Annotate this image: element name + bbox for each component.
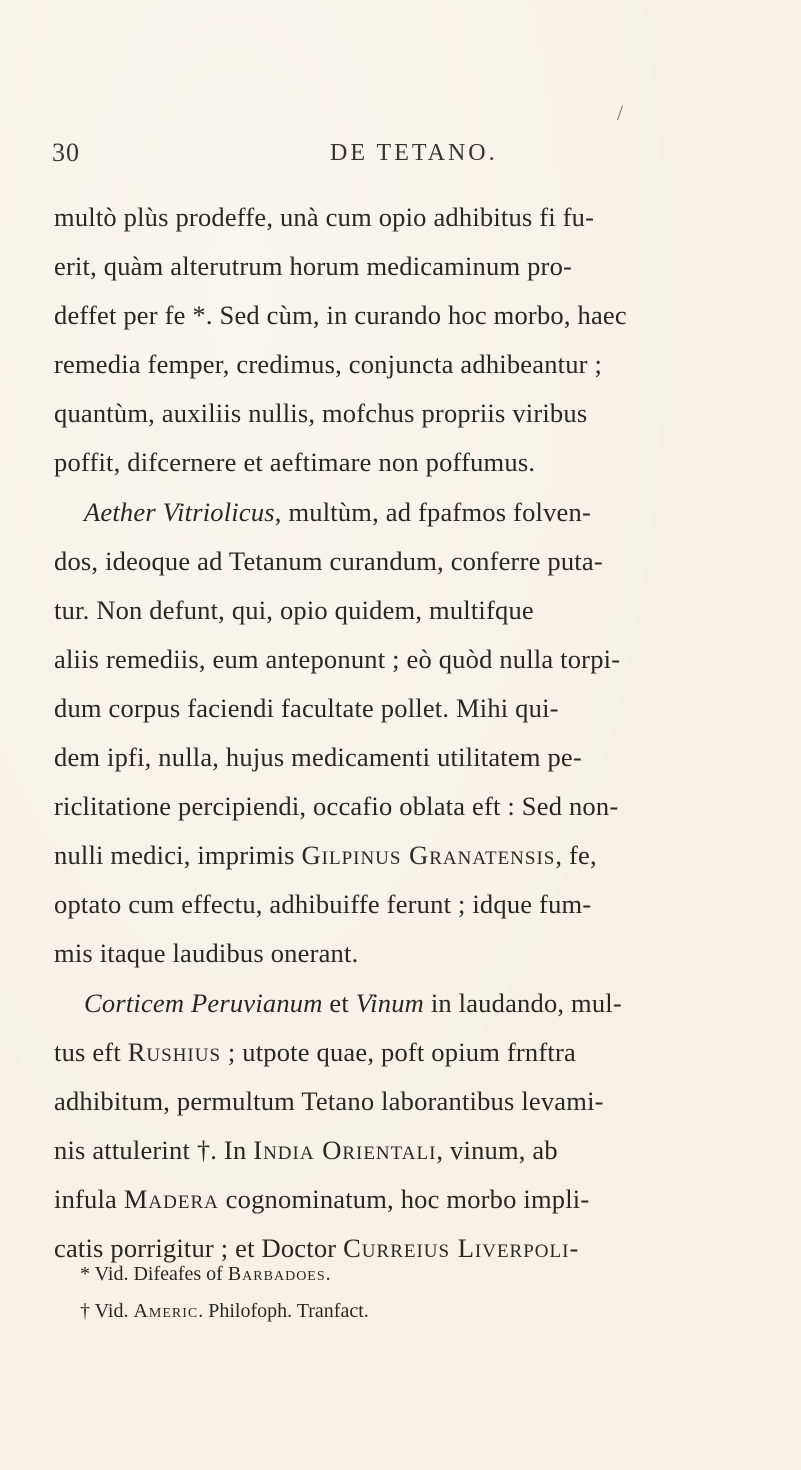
- text-line: quantùm, auxiliis nullis, mofchus propriis viribus: [54, 398, 588, 429]
- text-segment: , multùm, ad fpafmos folven-: [274, 496, 591, 527]
- text-segment: Aether Vitriolicus: [84, 496, 275, 527]
- footnote-segment: Americ: [133, 1300, 199, 1322]
- page-number: 30: [52, 138, 80, 167]
- text-line: remedia femper, credimus, conjuncta adhibeantur ;: [54, 349, 603, 380]
- text-line: [54, 1028, 754, 1077]
- footnote-line: [54, 1293, 754, 1330]
- text-segment: catis porrigitur ; et Doctor: [54, 1232, 344, 1263]
- text-segment: India Orientali: [253, 1134, 437, 1165]
- text-line: tur. Non defunt, qui, opio quidem, multifque: [54, 594, 534, 625]
- text-segment: tus eft: [54, 1036, 128, 1067]
- footnote-segment: . Philofoph. Tranfact.: [198, 1300, 369, 1322]
- text-segment: cognominatum, hoc morbo impli-: [218, 1183, 590, 1214]
- text-line: [54, 831, 754, 880]
- footnote-segment: * Vid. Difeafes of: [80, 1263, 228, 1285]
- footnotes: [54, 1256, 754, 1330]
- text-segment: , fe,: [555, 840, 597, 871]
- text-segment: Vinum: [355, 987, 424, 1018]
- text-segment: Curreius Liverpoli-: [343, 1232, 580, 1263]
- body-text: [54, 193, 754, 1273]
- text-segment: Corticem Peruvianum: [84, 987, 323, 1018]
- text-line: riclitatione percipiendi, occafio oblata eft : Sed non-: [54, 791, 619, 822]
- text-segment: ; utpote quae, poft opium frnftra: [221, 1036, 576, 1067]
- text-segment: et: [322, 987, 356, 1018]
- text-segment: Rushius: [127, 1036, 222, 1067]
- text-line: [54, 979, 754, 1028]
- footnote-segment: .: [325, 1263, 331, 1285]
- footnote-line: [54, 1256, 754, 1293]
- footnote-segment: † Vid.: [80, 1300, 134, 1322]
- text-segment: nis attulerint †. In: [54, 1134, 254, 1165]
- stray-ink-mark: /: [617, 100, 624, 125]
- text-line: dem ipfi, nulla, hujus medicamenti utilitatem pe-: [54, 742, 582, 773]
- text-line: [54, 1126, 754, 1175]
- text-line: erit, quàm alterutrum horum medicaminum pro-: [54, 251, 573, 282]
- text-line: mis itaque laudibus onerant.: [54, 938, 359, 969]
- text-line: deffet per fe *. Sed cùm, in curando hoc morbo, haec: [54, 300, 627, 331]
- text-segment: Gilpinus Granatensis: [301, 840, 556, 871]
- text-line: aliis remediis, eum anteponunt ; eò quòd nulla torpi-: [54, 643, 621, 674]
- text-line: adhibitum, permultum Tetano laborantibus levami-: [54, 1085, 604, 1116]
- text-segment: infula: [54, 1183, 124, 1214]
- text-segment: in laudando, mul-: [424, 987, 622, 1018]
- text-line: [54, 488, 754, 537]
- text-line: dum corpus faciendi facultate pollet. Mihi qui-: [54, 692, 559, 723]
- text-segment: , vinum, ab: [436, 1134, 558, 1165]
- text-line: [54, 1175, 754, 1224]
- footnote-segment: Barbadoes: [227, 1263, 326, 1285]
- text-line: multò plùs prodeffe, unà cum opio adhibitus fi fu-: [54, 202, 595, 232]
- text-line: dos, ideoque ad Tetanum curandum, conferre puta-: [54, 545, 603, 576]
- running-head: [0, 138, 801, 178]
- text-segment: nulli medici, imprimis: [54, 840, 302, 871]
- text-line: poffit, difcernere et aeftimare non poffumus.: [54, 447, 536, 478]
- text-line: optato cum effectu, adhibuiffe ferunt ; idque fum-: [54, 889, 592, 920]
- page-header: DE TETANO.: [330, 140, 498, 166]
- text-segment: Madera: [123, 1183, 219, 1214]
